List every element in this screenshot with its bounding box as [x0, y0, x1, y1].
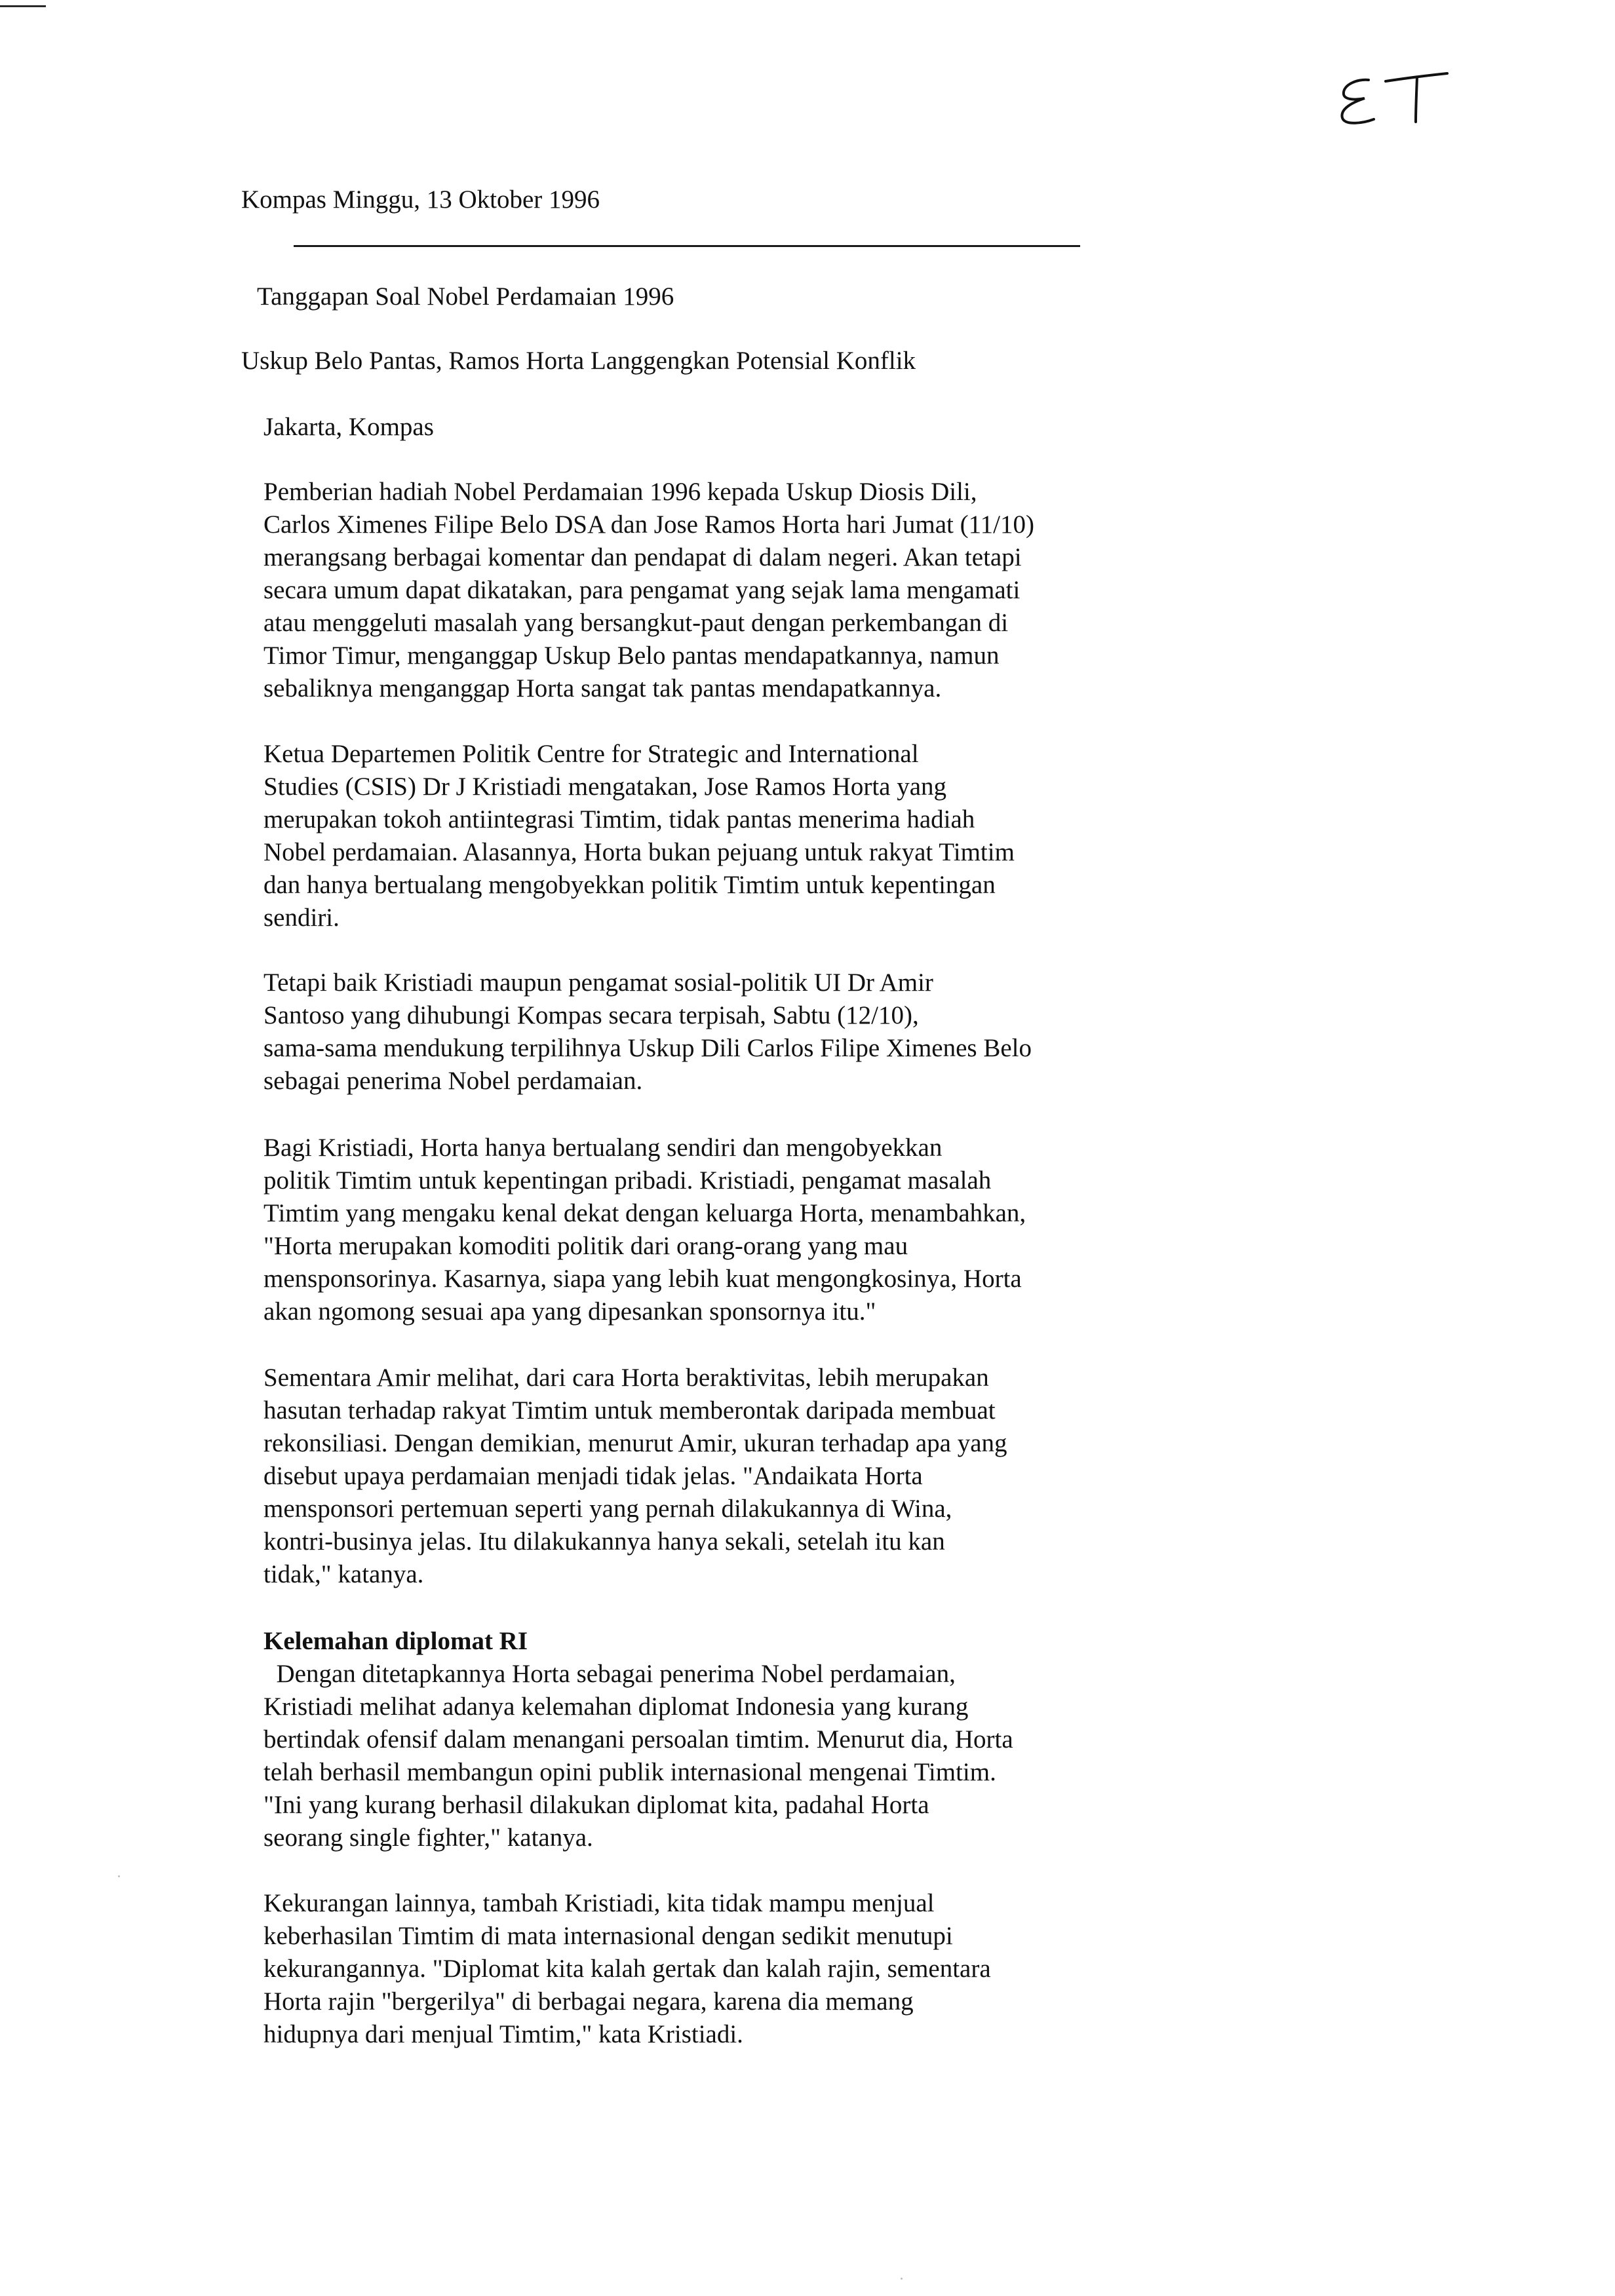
paragraph-line: Ketua Departemen Politik Centre for Strategic and International — [263, 740, 919, 768]
paragraph-line: atau menggeluti masalah yang bersangkut-paut dengan perkembangan di — [263, 609, 1009, 637]
paragraph-line: Bagi Kristiadi, Horta hanya bertualang sendiri dan mengobyekkan — [263, 1134, 943, 1162]
paragraph-6 — [263, 1658, 1142, 1854]
scan-speck — [118, 1875, 120, 1877]
paragraph-line: Kristiadi melihat adanya kelemahan diplomat Indonesia yang kurang — [263, 1693, 969, 1721]
paragraph-line: keberhasilan Timtim di mata internasional dengan sedikit menutupi — [263, 1922, 953, 1950]
paragraph-line: rekonsiliasi. Dengan demikian, menurut Amir, ukuran terhadap apa yang — [263, 1429, 1007, 1457]
paragraph-line: dan hanya bertualang mengobyekkan politik Timtim untuk kepentingan — [263, 871, 996, 899]
paragraph-line: mensponsori pertemuan seperti yang pernah dilakukannya di Wina, — [263, 1495, 952, 1523]
paragraph-3 — [263, 966, 1142, 1098]
paragraph-line: kekurangannya. "Diplomat kita kalah gertak dan kalah rajin, sementara — [263, 1955, 991, 1983]
article-dateline: Jakarta, Kompas — [263, 413, 434, 441]
paragraph-line: secara umum dapat dikatakan, para pengamat yang sejak lama mengamati — [263, 576, 1021, 604]
paragraph-line: Pemberian hadiah Nobel Perdamaian 1996 kepada Uskup Diosis Dili, — [263, 478, 977, 506]
source-line: Kompas Minggu, 13 Oktober 1996 — [241, 185, 600, 214]
paragraph-2 — [263, 738, 1142, 934]
paragraph-line: tidak," katanya. — [263, 1560, 424, 1588]
section-subhead: Kelemahan diplomat RI — [263, 1627, 528, 1655]
paragraph-line: seorang single fighter," katanya. — [263, 1824, 593, 1852]
paragraph-1 — [263, 476, 1142, 705]
scan-speck — [901, 2278, 903, 2280]
paragraph-line: politik Timtim untuk kepentingan pribadi. Kristiadi, pengamat masalah — [263, 1166, 992, 1195]
paragraph-line: Kekurangan lainnya, tambah Kristiadi, kita tidak mampu menjual — [263, 1889, 935, 1917]
handwritten-initials-mark — [1331, 66, 1449, 138]
article-kicker: Tanggapan Soal Nobel Perdamaian 1996 — [257, 282, 674, 311]
paragraph-5 — [263, 1362, 1142, 1591]
paragraph-line: "Horta merupakan komoditi politik dari orang-orang yang mau — [263, 1232, 908, 1260]
paragraph-line: sama-sama mendukung terpilihnya Uskup Dili Carlos Filipe Ximenes Belo — [263, 1034, 1032, 1062]
paragraph-line: Timtim yang mengaku kenal dekat dengan keluarga Horta, menambahkan, — [263, 1199, 1026, 1227]
paragraph-line: Nobel perdamaian. Alasannya, Horta bukan pejuang untuk rakyat Timtim — [263, 838, 1015, 866]
paragraph-line: "Ini yang kurang berhasil dilakukan diplomat kita, padahal Horta — [263, 1791, 929, 1819]
paragraph-line: hasutan terhadap rakyat Timtim untuk memberontak daripada membuat — [263, 1396, 996, 1425]
paragraph-line: akan ngomong sesuai apa yang dipesankan sponsornya itu." — [263, 1297, 876, 1326]
paragraph-line: disebut upaya perdamaian menjadi tidak jelas. "Andaikata Horta — [263, 1462, 923, 1490]
paragraph-line: sebagai penerima Nobel perdamaian. — [263, 1067, 643, 1095]
paragraph-line: merupakan tokoh antiintegrasi Timtim, tidak pantas menerima hadiah — [263, 805, 975, 833]
paragraph-line: sebaliknya menganggap Horta sangat tak pantas mendapatkannya. — [263, 674, 942, 702]
paragraph-line: hidupnya dari menjual Timtim," kata Kristiadi. — [263, 2020, 743, 2048]
paragraph-line: merangsang berbagai komentar dan pendapat di dalam negeri. Akan tetapi — [263, 543, 1022, 571]
paragraph-line: sendiri. — [263, 904, 340, 932]
scan-edge-mark — [0, 5, 46, 7]
paragraph-line: mensponsorinya. Kasarnya, siapa yang lebih kuat mengongkosinya, Horta — [263, 1265, 1022, 1293]
header-rule — [294, 245, 1080, 247]
paragraph-line: Timor Timur, menganggap Uskup Belo pantas mendapatkannya, namun — [263, 641, 1000, 670]
paragraph-line: Tetapi baik Kristiadi maupun pengamat sosial-politik UI Dr Amir — [263, 968, 933, 997]
paragraph-7 — [263, 1887, 1142, 2051]
paragraph-line: Studies (CSIS) Dr J Kristiadi mengatakan, Jose Ramos Horta yang — [263, 773, 947, 801]
paragraph-4 — [263, 1132, 1142, 1328]
paragraph-line: bertindak ofensif dalam menangani persoalan timtim. Menurut dia, Horta — [263, 1725, 1013, 1753]
paragraph-line: Carlos Ximenes Filipe Belo DSA dan Jose Ramos Horta hari Jumat (11/10) — [263, 510, 1034, 539]
paragraph-line: Santoso yang dihubungi Kompas secara terpisah, Sabtu (12/10), — [263, 1001, 919, 1029]
paragraph-line: Sementara Amir melihat, dari cara Horta beraktivitas, lebih merupakan — [263, 1364, 989, 1392]
article-headline: Uskup Belo Pantas, Ramos Horta Langgengkan Potensial Konflik — [241, 347, 916, 375]
paragraph-line: kontri-businya jelas. Itu dilakukannya hanya sekali, setelah itu kan — [263, 1527, 945, 1556]
paragraph-line: Horta rajin "bergerilya" di berbagai negara, karena dia memang — [263, 1987, 914, 2016]
paragraph-line: telah berhasil membangun opini publik internasional mengenai Timtim. — [263, 1758, 996, 1786]
paragraph-line: Dengan ditetapkannya Horta sebagai penerima Nobel perdamaian, — [263, 1660, 956, 1688]
